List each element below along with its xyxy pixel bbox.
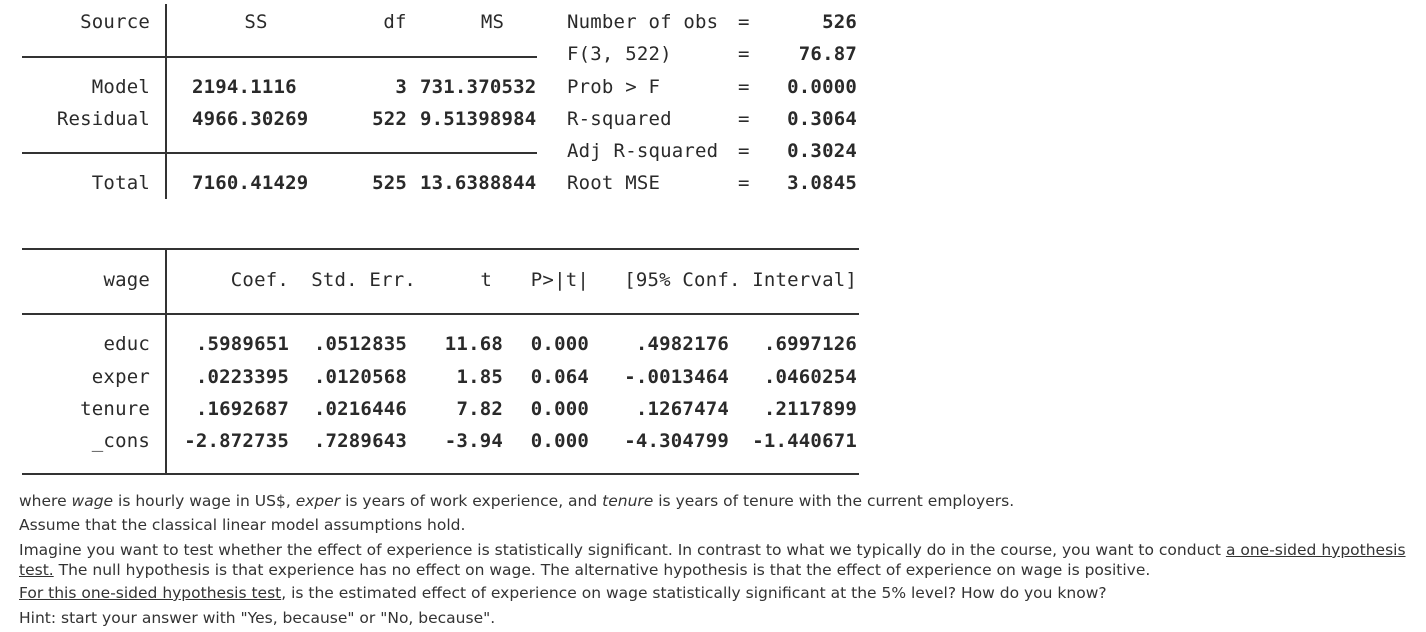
header-df: df xyxy=(383,11,407,33)
row-educ-label: educ xyxy=(103,333,150,355)
header-var: wage xyxy=(103,269,150,291)
text-segment: Imagine you want to test whether the effect of experience is statistically significant. In contrast to what we typically do in the course, you want to conduct xyxy=(19,541,1226,559)
row-exper-coef: .0223395 xyxy=(195,366,289,388)
stat-equals: = xyxy=(738,108,750,130)
header-std-err: Std. Err. xyxy=(311,269,416,291)
stat-equals: = xyxy=(738,11,750,33)
stat-label: R-squared xyxy=(567,108,672,130)
text-segment: is years of work experience, and xyxy=(340,492,603,510)
anova-rule-top xyxy=(22,56,537,58)
row-total-label: Total xyxy=(91,172,150,194)
row-exper-ci-low: -.0013464 xyxy=(624,366,729,388)
row-cons-label: _cons xyxy=(91,430,150,452)
text-segment: is years of tenure with the current employers. xyxy=(653,492,1015,510)
row-tenure-p: 0.000 xyxy=(530,398,589,420)
row-cons-se: .7289643 xyxy=(313,430,407,452)
coef-rule-top xyxy=(22,248,859,250)
text-segment: The null hypothesis is that experience has no effect on wage. The alternative hypothesis is that the effect of experience on wage is positive. xyxy=(53,561,1151,579)
row-total-ss: 7160.41429 xyxy=(192,172,309,194)
variable-description xyxy=(19,491,1414,511)
row-total-ms: 13.6388844 xyxy=(420,172,537,194)
row-residual-df: 522 xyxy=(372,108,407,130)
stat-value: 3.0845 xyxy=(787,172,857,194)
row-model-df: 3 xyxy=(395,76,407,98)
row-educ-p: 0.000 xyxy=(530,333,589,355)
row-tenure-ci-high: .2117899 xyxy=(763,398,857,420)
row-total-df: 525 xyxy=(372,172,407,194)
stat-equals: = xyxy=(738,43,750,65)
row-exper-t: 1.85 xyxy=(456,366,503,388)
row-educ-se: .0512835 xyxy=(313,333,407,355)
stat-equals: = xyxy=(738,76,750,98)
stat-label: Number of obs xyxy=(567,11,719,33)
row-exper-ci-high: .0460254 xyxy=(763,366,857,388)
stat-value: 0.0000 xyxy=(787,76,857,98)
stat-equals: = xyxy=(738,172,750,194)
assumption-text: Assume that the classical linear model assumptions hold. xyxy=(19,516,466,534)
text-segment: where xyxy=(19,492,72,510)
header-ss: SS xyxy=(244,11,268,33)
row-educ-ci-high: .6997126 xyxy=(763,333,857,355)
coef-vertical-rule xyxy=(165,249,167,474)
header-coef: Coef. xyxy=(230,269,289,291)
anova-rule-mid xyxy=(22,152,537,154)
row-tenure-coef: .1692687 xyxy=(195,398,289,420)
row-residual-ms: 9.51398984 xyxy=(420,108,537,130)
text-segment: is hourly wage in US$, xyxy=(113,492,296,510)
stat-value: 0.3024 xyxy=(787,140,857,162)
coef-rule-bottom xyxy=(22,473,859,475)
stat-value: 76.87 xyxy=(798,43,857,65)
stat-equals: = xyxy=(738,140,750,162)
row-model-ss: 2194.1116 xyxy=(192,76,297,98)
hint-text: Hint: start your answer with "Yes, because" or "No, because". xyxy=(19,609,496,627)
header-t: t xyxy=(480,269,492,291)
row-tenure-label: tenure xyxy=(80,398,150,420)
row-cons-p: 0.000 xyxy=(530,430,589,452)
header-source: Source xyxy=(80,11,150,33)
one-sided-test-link[interactable]: a one-sided hypothesis test. xyxy=(19,541,1406,579)
row-residual-label: Residual xyxy=(56,108,150,130)
question-setup xyxy=(19,540,1414,580)
row-exper-p: 0.064 xyxy=(530,366,589,388)
question-prompt xyxy=(19,583,1414,603)
row-cons-coef: -2.872735 xyxy=(184,430,289,452)
row-cons-t: -3.94 xyxy=(444,430,503,452)
stat-label: Prob > F xyxy=(567,76,661,98)
row-residual-ss: 4966.30269 xyxy=(192,108,309,130)
row-cons-ci-high: -1.440671 xyxy=(752,430,857,452)
row-model-label: Model xyxy=(91,76,150,98)
row-cons-ci-low: -4.304799 xyxy=(624,430,729,452)
stat-value: 0.3064 xyxy=(787,108,857,130)
one-sided-test-link[interactable]: For this one-sided hypothesis test xyxy=(19,584,282,602)
text-segment: , is the estimated effect of experience on wage statistically significant at the 5% level? How do you know? xyxy=(281,584,1107,602)
header-p: P>|t| xyxy=(530,269,589,291)
header-conf-interval: [95% Conf. Interval] xyxy=(624,269,857,291)
row-model-ms: 731.370532 xyxy=(420,76,537,98)
stat-label: F(3, 522) xyxy=(567,43,672,65)
row-tenure-se: .0216446 xyxy=(313,398,407,420)
row-exper-se: .0120568 xyxy=(313,366,407,388)
var-wage: wage xyxy=(71,492,114,510)
row-educ-coef: .5989651 xyxy=(195,333,289,355)
row-educ-t: 11.68 xyxy=(444,333,503,355)
var-tenure: tenure xyxy=(602,492,654,510)
row-educ-ci-low: .4982176 xyxy=(635,333,729,355)
row-tenure-t: 7.82 xyxy=(456,398,503,420)
row-tenure-ci-low: .1267474 xyxy=(635,398,729,420)
anova-vertical-rule xyxy=(165,4,167,199)
stat-label: Adj R-squared xyxy=(567,140,719,162)
coef-rule-mid xyxy=(22,313,859,315)
row-exper-label: exper xyxy=(91,366,150,388)
header-ms: MS xyxy=(480,11,505,33)
stat-value: 526 xyxy=(822,11,857,33)
stat-label: Root MSE xyxy=(567,172,661,194)
var-exper: exper xyxy=(295,492,341,510)
